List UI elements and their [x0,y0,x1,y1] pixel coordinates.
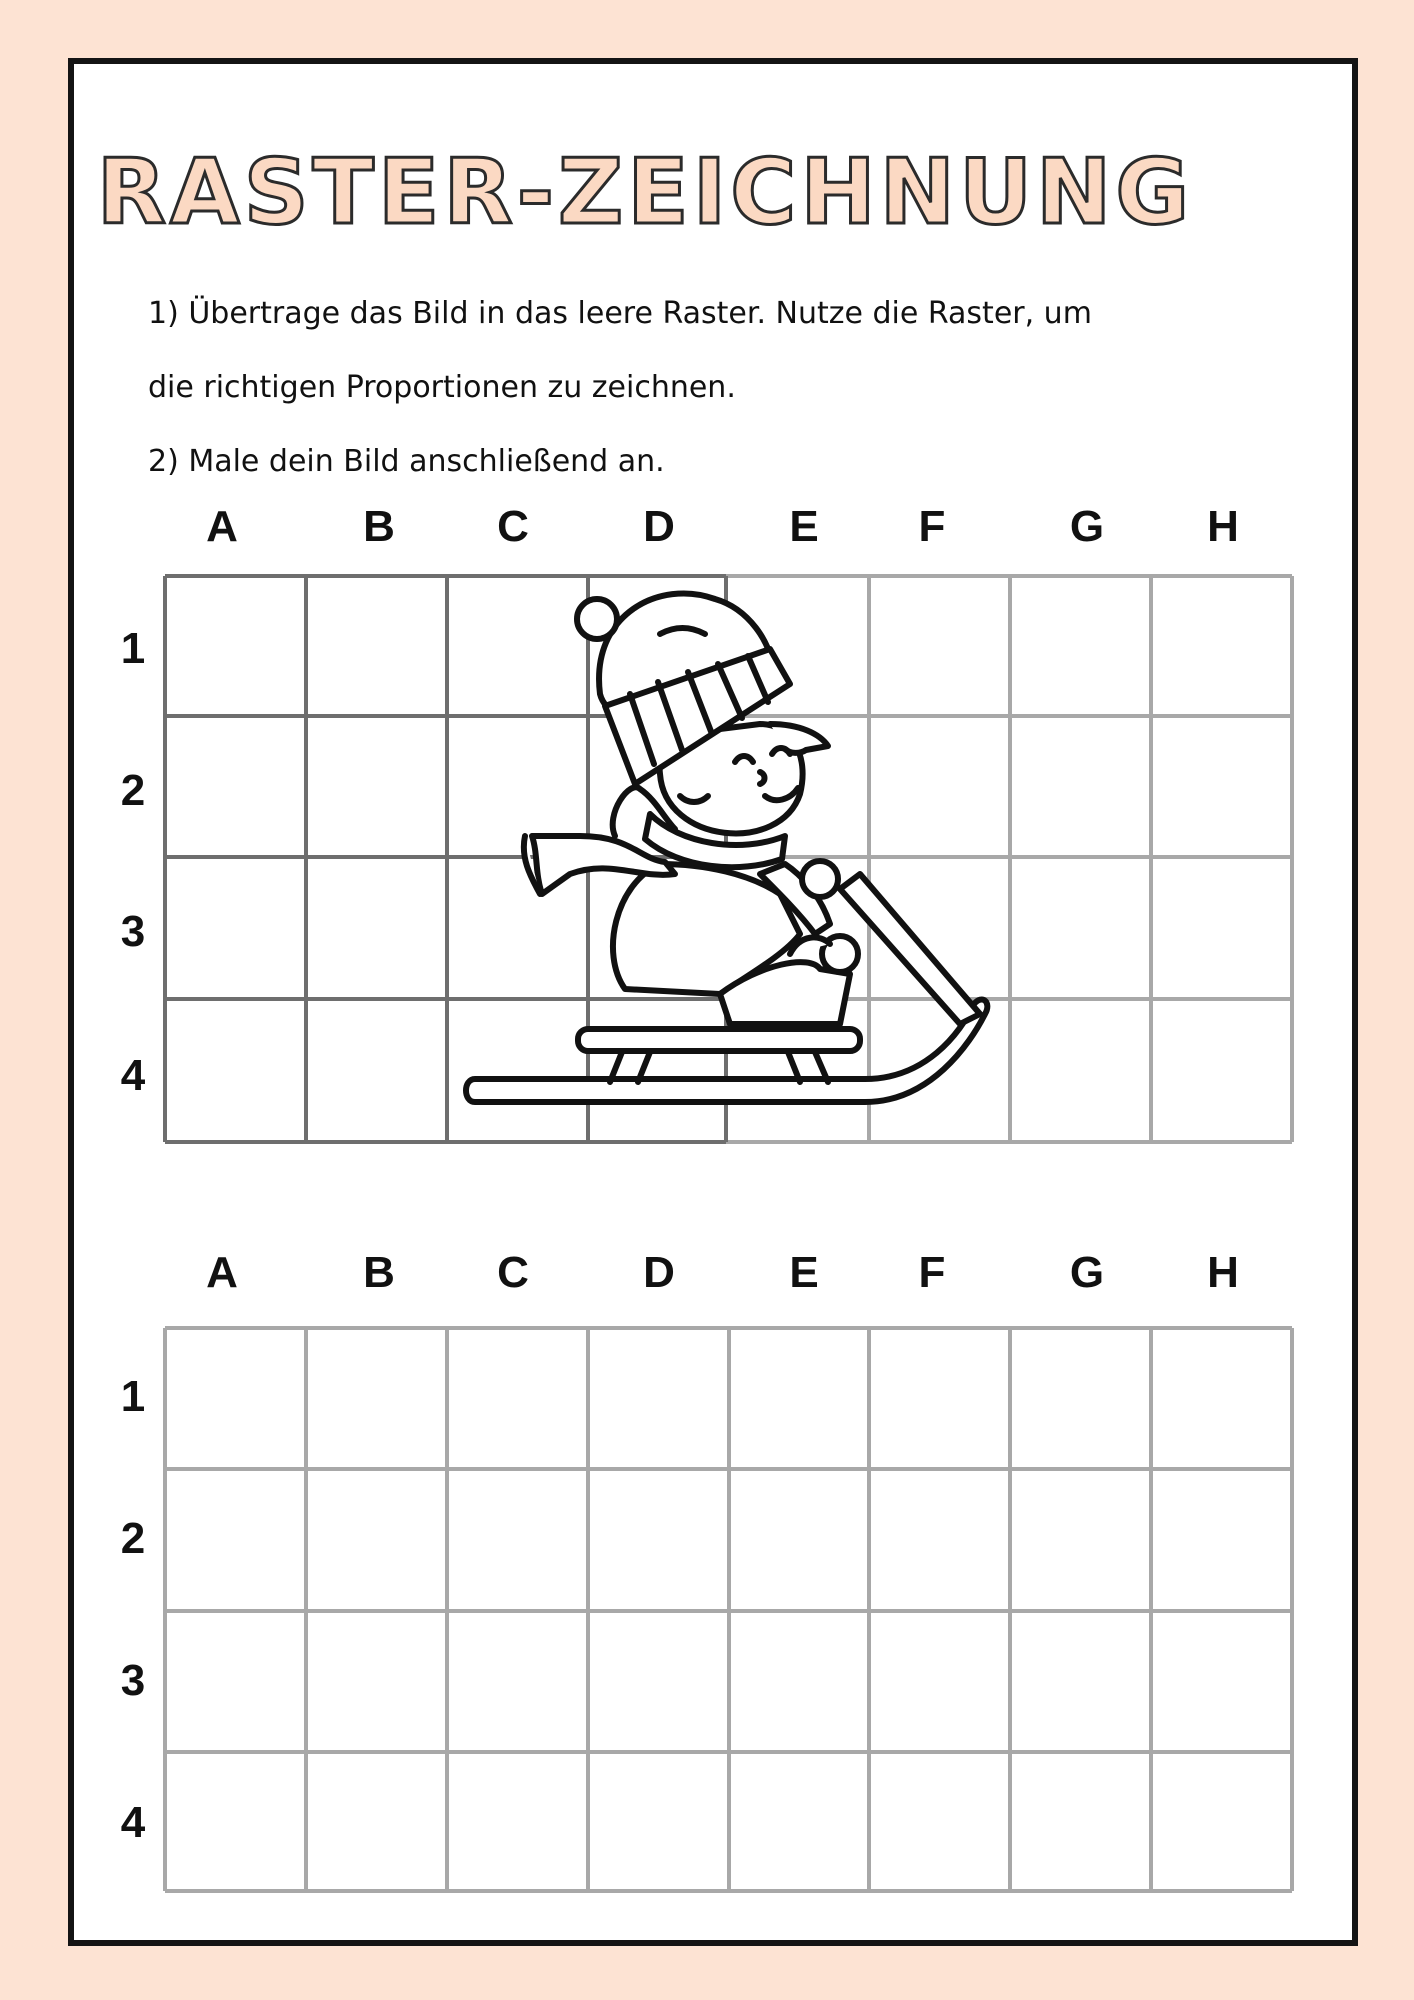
column-label-d: D [643,1248,675,1297]
row-label-4: 4 [120,1051,146,1100]
column-label-f: F [918,502,946,551]
column-label-b: B [363,1248,395,1297]
row-label-1: 1 [120,1372,146,1421]
column-label-h: H [1207,1248,1239,1297]
reference-grid [160,574,1300,1146]
column-label-c: C [497,1248,529,1297]
instruction-line-1: 1) Übertrage das Bild in das leere Raster. Nutze die Raster, um [148,296,1092,331]
column-label-e: E [789,1248,819,1297]
column-label-c: C [497,502,529,551]
row-label-2: 2 [120,766,146,815]
column-label-b: B [363,502,395,551]
column-label-f: F [918,1248,946,1297]
row-label-1: 1 [120,624,146,673]
row-label-2: 2 [120,1514,146,1563]
row-label-3: 3 [120,907,146,956]
column-label-g: G [1069,502,1105,551]
column-label-e: E [789,502,819,551]
column-label-a: A [206,502,238,551]
instruction-line-3: 2) Male dein Bild anschließend an. [148,444,665,479]
instruction-line-2: die richtigen Proportionen zu zeichnen. [148,370,736,405]
column-label-a: A [206,1248,238,1297]
column-label-g: G [1069,1248,1105,1297]
worksheet-title: RASTER-ZEICHNUNG [96,140,1194,245]
empty-drawing-grid[interactable] [160,1323,1300,1895]
column-label-d: D [643,502,675,551]
column-label-h: H [1207,502,1239,551]
row-label-3: 3 [120,1656,146,1705]
row-label-4: 4 [120,1798,146,1847]
